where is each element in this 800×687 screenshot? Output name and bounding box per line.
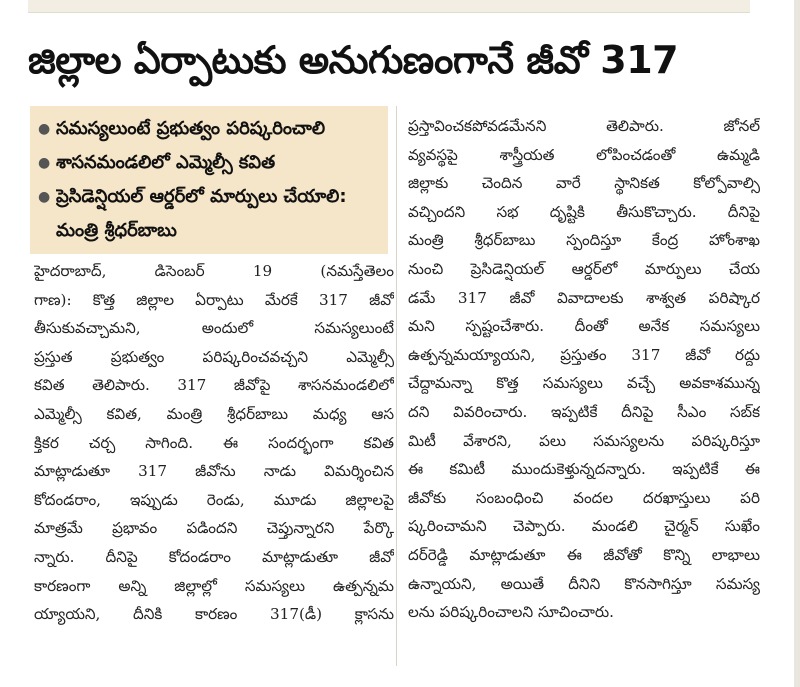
headline: జిల్లాల ఏర్పాటుకు అనుగుణంగానే జీవో 317 — [28, 38, 679, 82]
body-line: ప్రస్తుత ప్రభుత్వం పరిష్కరించవచ్చని ఎమ్మెల్సీ — [34, 347, 394, 366]
article-column-left — [34, 257, 394, 629]
top-border-strip — [28, 0, 750, 13]
body-line: గాణ): కొత్త జిల్లాల ఏర్పాటు మేరకే 317 జీవో — [34, 290, 394, 309]
article-column-right — [408, 112, 760, 627]
bullet-icon: ● — [38, 155, 51, 171]
body-line: వచ్చిందని సభ దృష్టికి తీసుకొచ్చారు. దీనిపై — [408, 202, 760, 221]
body-line: క్తికర చర్చ సాగింది. ఈ సందర్భంగా కవిత — [34, 433, 394, 452]
body-line: కవిత తెలిపారు. 317 జీవోపై శాసనమండలిలో — [34, 376, 394, 395]
highlight-text: సమస్యలుంటే ప్రభుత్వం పరిష్కరించాలి — [56, 118, 326, 139]
body-line: దర్‌రెడ్డి మాట్లాడుతూ ఈ జీవోతో కొన్ని లాభాలు — [408, 545, 760, 564]
highlight-item — [38, 112, 382, 146]
body-line: చేద్దామన్నా కొత్త సమస్యలు వచ్చే అవకాశమున్న — [408, 374, 760, 393]
right-edge-shadow — [794, 0, 800, 687]
body-line: య్యాయని, దీనికి కారణం 317(డీ) క్లాసను — [34, 605, 394, 624]
bullet-icon: ● — [38, 121, 51, 137]
body-line: ఎమ్మెల్సీ కవిత, మంత్రి శ్రీధర్‌బాబు మధ్య ఆస — [34, 404, 394, 423]
body-line: ష్కరించామని చెప్పారు. మండలి చైర్మన్ సుఖేం — [408, 517, 760, 536]
body-line: మంత్రి శ్రీధర్‌బాబు స్పందిస్తూ కేంద్ర హోంశాఖ — [408, 231, 760, 250]
body-line: కారణంగా అన్ని జిల్లాల్లో సమస్యలు ఉత్పన్నమ — [34, 576, 394, 595]
highlight-text: ప్రెసిడెన్షియల్ ఆర్డర్‌లో మార్పులు చేయాలి: మంత్రి శ్రీధర్‌బాబు — [56, 186, 347, 241]
body-line: జీవోకు సంబంధించి వందల దరఖాస్తులు పరి — [408, 488, 760, 507]
body-line: జిల్లాకు చెందిన వారే స్థానికత కోల్పోవాల్సి — [408, 174, 760, 193]
body-line: ఉన్నాయని, అయితే దీనిని కొనసాగిస్తూ సమస్య — [408, 574, 760, 593]
body-line: మాట్లాడుతూ 317 జీవోను నాడు విమర్శించిన — [34, 462, 394, 481]
highlight-item — [38, 180, 382, 248]
body-line: ప్రస్తావించకపోవడమేనని తెలిపారు. జోనల్ — [408, 117, 760, 135]
body-line: న్నారు. దీనిపై కోదండరాం మాట్లాడుతూ జీవో — [34, 547, 394, 566]
highlights-box — [30, 106, 388, 254]
body-line: మిటీ వేశారని, పలు సమస్యలను పరిష్కరిస్తూ — [408, 431, 760, 450]
body-line: దని వివరించారు. ఇప్పటికే దీనిపై సీఎం సబ్‌క — [408, 402, 760, 421]
body-line: లను పరిష్కరించాలని సూచించారు. — [408, 603, 614, 622]
body-line: ఈ కమిటీ ముందుకెళ్తున్నదన్నారు. ఇప్పటికే ఈ — [408, 460, 760, 479]
body-line: డమే 317 జీవో వివాదాలకు శాశ్వత పరిష్కార — [408, 288, 760, 307]
body-line: మని స్పష్టంచేశారు. దీంతో అనేక సమస్యలు — [408, 317, 760, 336]
column-divider — [396, 106, 397, 666]
body-line: నుంచి ప్రెసిడెన్షియల్ ఆర్డర్‌లో మార్పులు చేయ — [408, 259, 760, 278]
body-line: హైదరాబాద్, డిసెంబర్ 19 (నమస్తేతెలం — [34, 262, 394, 280]
body-line: వ్యవస్థపై శాస్త్రీయత లోపించడంతో ఉమ్మడి — [408, 145, 760, 164]
highlight-item — [38, 146, 382, 180]
body-line: మాత్రమే ప్రభావం పడిందని చెప్తున్నారని పేర్కొ — [34, 519, 394, 538]
highlight-text: శాసనమండలిలో ఎమ్మెల్సీ కవిత — [56, 152, 276, 173]
body-line: కోదండరాం, ఇప్పుడు రెండు, మూడు జిల్లాలపై — [34, 490, 394, 509]
body-line: తీసుకువచ్చామని, అందులో సమస్యలుంటే — [34, 319, 394, 338]
body-line: ఉత్పన్నమయ్యాయని, ప్రస్తుతం 317 జీవో రద్దు — [408, 345, 760, 364]
bullet-icon: ● — [38, 189, 51, 205]
